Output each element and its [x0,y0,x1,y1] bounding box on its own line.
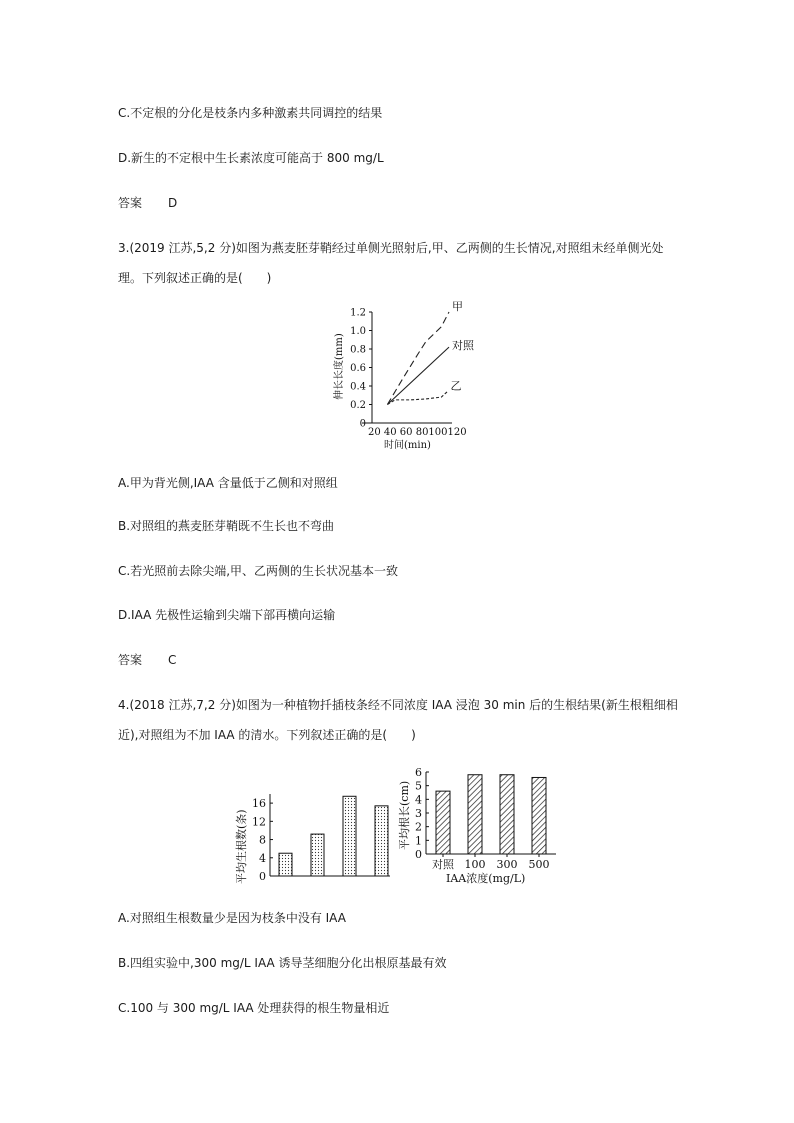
chart1-y-label: 伸长长度(mm) [334,333,345,400]
chart1-y-tick-label: 0.6 [350,363,366,374]
question-4-line-1: 4.(2018 江苏,7,2 分)如图为一种植物扦插枝条经不同浓度 IAA 浸泡 30 min 后的生根结果(新生根粗细相 [118,698,678,712]
chart1-series-line-1 [387,347,449,404]
chart1-y-tick-label: 0.4 [350,381,366,393]
chart2-bar-0 [279,853,292,876]
chart2-bar-2 [343,796,356,876]
question-3-line-2: 理。下列叙述正确的是( ) [118,271,272,285]
chart3-y-label: 平均根长(cm) [398,780,411,850]
chart3-y-tick-label: 6 [415,766,422,779]
chart3-y-tick-label: 5 [415,779,422,793]
q3-option-b: B.对照组的燕麦胚芽鞘既不生长也不弯曲 [118,519,335,533]
chart1-x-ticks: 20 40 60 80100120 [368,427,467,438]
chart1-series [387,300,475,405]
chart2-y-label: 平均生根数(条) [235,809,248,884]
chart3-y-tick-label: 2 [415,820,422,834]
chart3-bars [436,775,546,854]
chart3-y-tick-label: 4 [415,793,422,807]
chart1-series-label: 甲 [452,300,463,313]
q3-option-d: D.IAA 先极性运输到尖端下部再横向运输 [118,608,336,622]
answer-line-2 [118,652,176,668]
chart2-y-tick-label: 12 [252,815,266,829]
chart3-y-tick-label: 1 [415,834,422,848]
answer-value: C [168,653,177,667]
chart1-axes [362,312,452,423]
chart3-categories [432,854,550,871]
chart3-x-label: IAA浓度(mg/L) [446,872,526,885]
chart1-y-tick-label: 0.2 [350,400,366,411]
chart2-bar-1 [311,834,324,876]
answer-value: D [168,196,178,210]
chart2-bars [279,796,388,876]
chart1-y-tick-label: 0.8 [350,344,366,356]
q4-option-b: B.四组实验中,300 mg/L IAA 诱导茎细胞分化出根原基最有效 [118,956,447,970]
chart1-y-tick-label: 1.2 [350,307,366,319]
chart3-category-label: 500 [528,858,550,871]
chart1-series-label: 对照 [452,339,474,353]
chart3-bar-3 [532,777,546,854]
chart1-x-label: 时间(min) [384,440,431,451]
q4-option-c: C.100 与 300 mg/L IAA 处理获得的根生物量相近 [118,1001,390,1015]
option-d-previous: D.新生的不定根中生长素浓度可能高于 800 mg/L [118,151,384,165]
answer-line-1 [118,195,177,211]
chart1-series-line-0 [387,312,449,405]
q3-option-a: A.甲为背光侧,IAA 含量低于乙侧和对照组 [118,476,338,490]
chart3-y-ticks [415,766,429,861]
chart3-category-label: 300 [496,858,518,871]
chart3-bar-1 [468,775,482,854]
chart2-y-tick-label: 0 [259,870,266,883]
option-c-previous: C.不定根的分化是枝条内多种激素共同调控的结果 [118,106,383,120]
chart3-category-label: 100 [464,858,486,871]
chart2-y-tick-label: 16 [252,797,266,811]
chart1-series-line-2 [387,392,447,405]
chart3-bar-2 [500,775,514,854]
answer-label: 答案 [118,196,143,210]
chart2-bar-3 [375,806,388,876]
growth-line-chart [320,300,480,460]
chart1-y-tick-label: 1.0 [350,326,366,337]
q3-option-c: C.若光照前去除尖端,甲、乙两侧的生长状况基本一致 [118,564,399,578]
chart1-y-tick-label: 0 [359,418,366,430]
chart2-y-tick-label: 8 [259,833,266,847]
chart1-series-label: 乙 [450,379,462,393]
chart1-y-ticks [350,308,372,430]
chart2-y-tick-label: 4 [259,851,266,865]
chart3-category-label: 对照 [432,858,454,871]
chart3-y-tick-label: 0 [415,848,422,861]
q4-option-a: A.对照组生根数量少是因为枝条中没有 IAA [118,911,346,925]
chart3-y-tick-label: 3 [415,807,422,820]
question-3-line-1: 3.(2019 江苏,5,2 分)如图为燕麦胚芽鞘经过单侧光照射后,甲、乙两侧的生长情况,对照组未经单侧光处 [118,241,664,255]
question-4-line-2: 近),对照组为不加 IAA 的清水。下列叙述正确的是( ) [118,728,416,742]
root-bar-charts [230,758,570,890]
chart3-bar-0 [436,791,450,854]
answer-label: 答案 [118,653,143,667]
